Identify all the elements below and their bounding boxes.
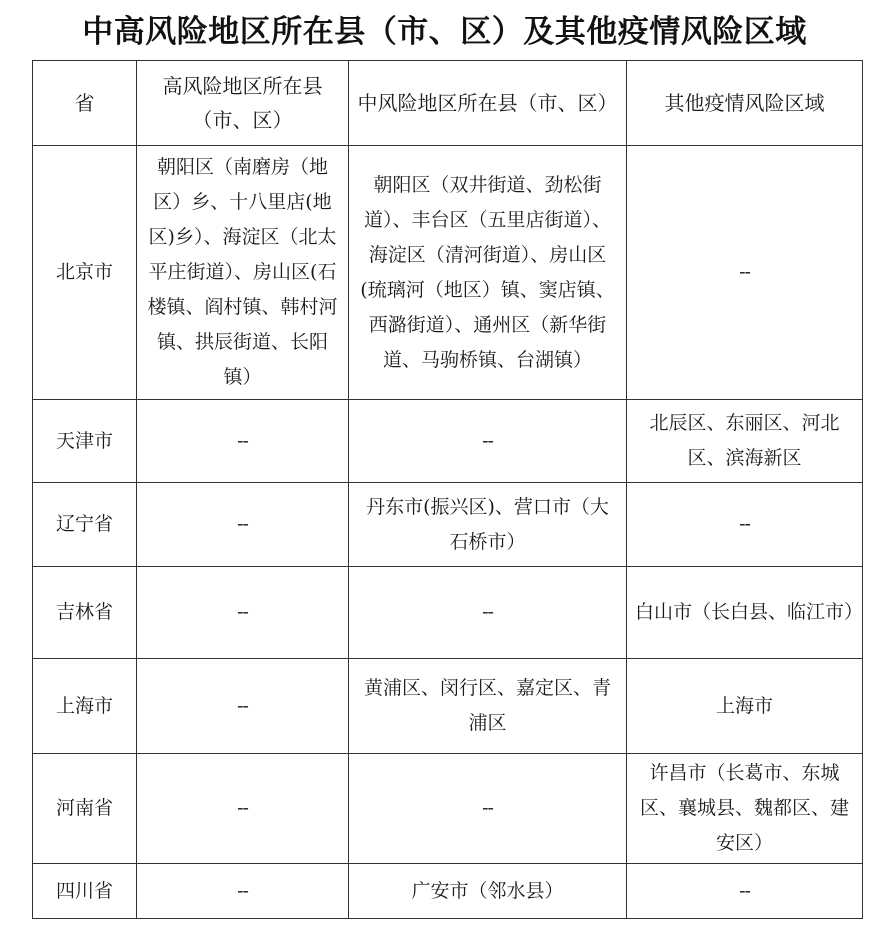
cell-other-risk: 上海市 (627, 659, 863, 754)
table-row (33, 567, 863, 659)
cell-high-risk: -- (137, 659, 349, 754)
header-medium-risk: 中风险地区所在县（市、区） (349, 61, 627, 146)
cell-high-risk: 朝阳区（南磨房（地区）乡、十八里店(地区)乡）、海淀区（北太平庄街道）、房山区(石楼镇、阎村镇、韩村河镇、拱辰街道、长阳镇） (137, 146, 349, 400)
table-row (33, 146, 863, 400)
document-title: 中高风险地区所在县（市、区）及其他疫情风险区域 (82, 14, 807, 50)
cell-other-risk: 许昌市（长葛市、东城区、襄城县、魏都区、建安区） (627, 754, 863, 864)
table-header-row (33, 61, 863, 146)
cell-high-risk: -- (137, 567, 349, 659)
cell-high-risk: -- (137, 754, 349, 864)
cell-other-risk: 白山市（长白县、临江市） (627, 567, 863, 659)
cell-medium-risk: -- (349, 567, 627, 659)
cell-medium-risk: 朝阳区（双井街道、劲松街道）、丰台区（五里店街道）、海淀区（清河街道）、房山区(琉璃河（地区）镇、窦店镇、西潞街道）、通州区（新华街道、马驹桥镇、台湖镇） (349, 146, 627, 400)
cell-province: 吉林省 (33, 567, 137, 659)
cell-province: 天津市 (33, 400, 137, 483)
header-other-risk: 其他疫情风险区域 (627, 61, 863, 146)
cell-medium-risk: 丹东市(振兴区)、营口市（大石桥市） (349, 483, 627, 567)
table-row (33, 754, 863, 864)
header-province: 省 (33, 61, 137, 146)
cell-province: 四川省 (33, 864, 137, 919)
table-row (33, 659, 863, 754)
header-high-risk: 高风险地区所在县（市、区） (137, 61, 349, 146)
cell-province: 上海市 (33, 659, 137, 754)
table-row (33, 400, 863, 483)
risk-area-table (32, 60, 863, 919)
cell-high-risk: -- (137, 400, 349, 483)
cell-medium-risk: 广安市（邻水县） (349, 864, 627, 919)
table-row (33, 864, 863, 919)
cell-province: 辽宁省 (33, 483, 137, 567)
cell-medium-risk: -- (349, 754, 627, 864)
cell-medium-risk: 黄浦区、闵行区、嘉定区、青浦区 (349, 659, 627, 754)
cell-other-risk: -- (627, 483, 863, 567)
cell-medium-risk: -- (349, 400, 627, 483)
cell-other-risk: -- (627, 146, 863, 400)
cell-province: 河南省 (33, 754, 137, 864)
cell-province: 北京市 (33, 146, 137, 400)
cell-high-risk: -- (137, 864, 349, 919)
table-row (33, 483, 863, 567)
cell-high-risk: -- (137, 483, 349, 567)
cell-other-risk: -- (627, 864, 863, 919)
cell-other-risk: 北辰区、东丽区、河北区、滨海新区 (627, 400, 863, 483)
